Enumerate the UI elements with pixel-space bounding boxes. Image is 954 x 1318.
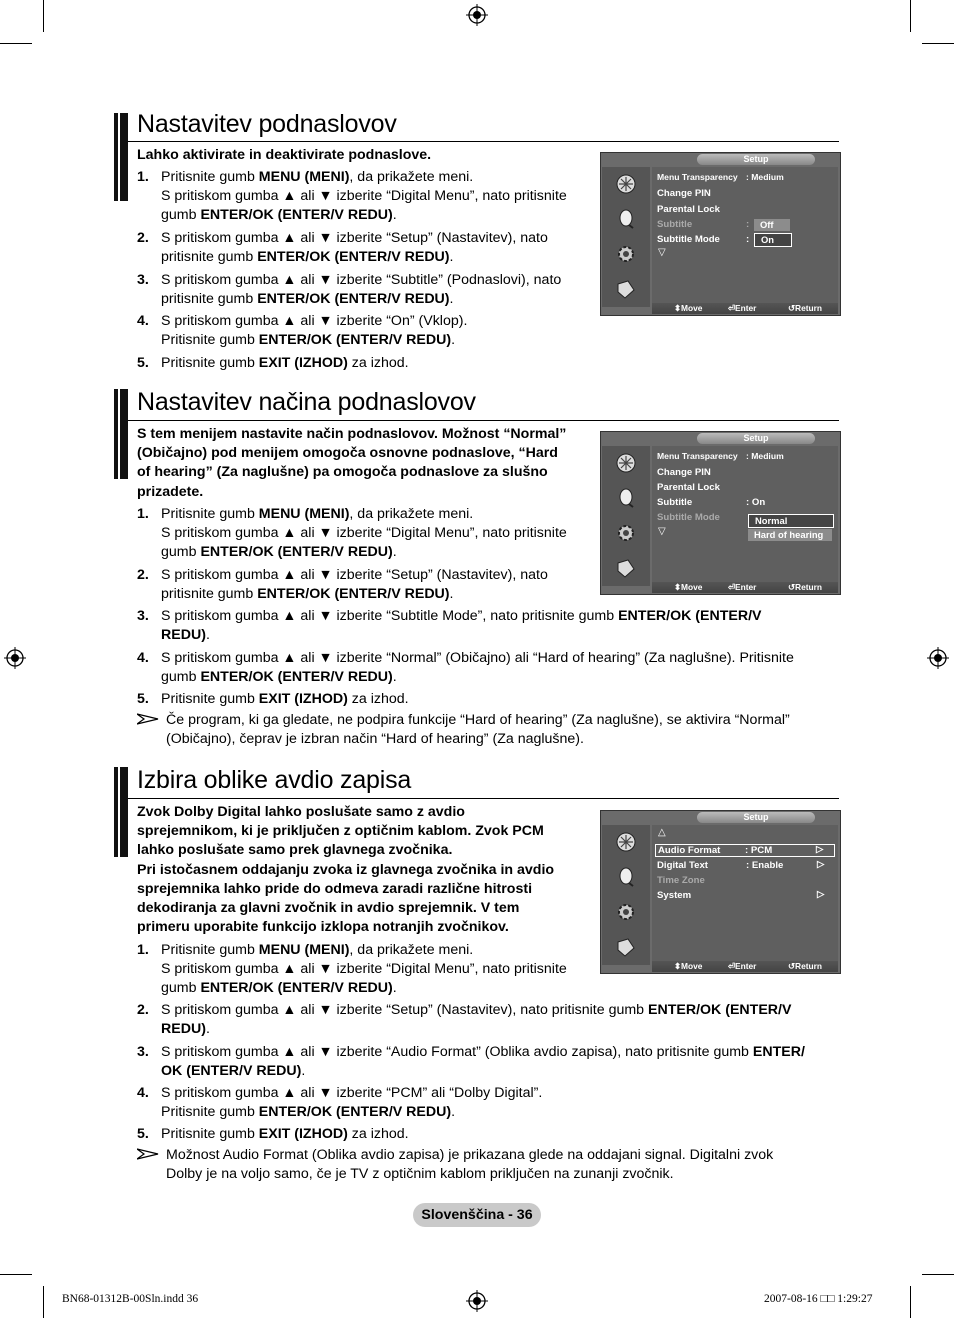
button-name: ENTER/OK (ENTER/V REDU): [257, 291, 450, 307]
step-line: [161, 941, 567, 960]
button-name: ENTER/OK (ENTER/V REDU): [200, 207, 393, 223]
button-name: REDU): [161, 627, 206, 643]
intro-line: Pri istočasnem oddajanju zvoka iz glavnega zvočnika in avdio: [137, 861, 555, 878]
step-number: 1.: [137, 169, 149, 185]
step-text: .: [392, 980, 397, 996]
step-text: gumb: [161, 980, 201, 996]
step-text: S pritiskom gumba ▲ ali ▼ izberite “Digital Menu”, nato pritisnite: [161, 525, 567, 541]
return-hint: ↺ Return: [788, 582, 823, 592]
step-body: [161, 312, 467, 350]
note-arrow-icon: [137, 713, 159, 725]
picture-icon: [615, 208, 637, 230]
step-text: gumb: [161, 544, 201, 560]
button-name: ENTER/OK (ENTER/V: [648, 1002, 792, 1018]
section-rule: [128, 141, 839, 142]
note-line: (Običajno), čeprav je izbran način “Hard of hearing” (Za naglušne).: [166, 731, 584, 747]
menu-footer: [652, 961, 838, 972]
step-item: [137, 1001, 837, 1039]
step-text: za izhod.: [347, 355, 409, 371]
step-text: .: [392, 207, 397, 223]
menu-item-value: : On: [746, 497, 766, 508]
step-line: [161, 505, 567, 524]
menu-title: Setup: [697, 433, 815, 444]
menu-item[interactable]: [657, 497, 766, 508]
menu-item-label: System: [657, 890, 692, 901]
menu-item[interactable]: [657, 451, 784, 461]
step-line: [161, 290, 561, 309]
submenu-arrow-icon: ▷: [817, 859, 825, 870]
step-item: [137, 690, 837, 709]
move-hint: ⬍ Move: [674, 303, 703, 313]
step-line: [161, 668, 794, 687]
step-text: pritisnite gumb: [161, 249, 258, 265]
step-body: [161, 941, 567, 998]
note-item: [137, 1146, 837, 1184]
step-line: [161, 607, 762, 626]
step-item: [137, 607, 837, 645]
enter-hint: ⏎ Enter: [728, 582, 757, 592]
step-text: .: [449, 291, 454, 307]
menu-item-value: : PCM: [745, 845, 773, 856]
step-item: [137, 354, 837, 373]
menu-item-label: Subtitle: [657, 219, 693, 230]
menu-item-label: Menu Transparency: [657, 451, 738, 461]
menu-item-label: Menu Transparency: [657, 172, 738, 182]
step-text: Pritisnite gumb: [161, 1104, 259, 1120]
menu-item[interactable]: [657, 482, 720, 493]
step-line: [161, 690, 409, 709]
menu-item-label: Audio Format: [658, 845, 721, 856]
setup-gear-icon: [615, 522, 637, 544]
registration-mark-icon: [466, 1290, 488, 1312]
page-number-badge: Slovenščina - 36: [413, 1203, 541, 1227]
button-name: MENU (MENI): [258, 942, 350, 958]
step-number: 2.: [137, 230, 149, 246]
menu-item[interactable]: [657, 859, 825, 871]
section-rule: [128, 798, 839, 799]
enter-hint: ⏎ Enter: [728, 961, 757, 971]
step-number: 3.: [137, 608, 149, 624]
return-hint: ↺ Return: [788, 303, 823, 313]
section-title: Nastavitev podnaslovov: [137, 110, 397, 138]
step-line: [161, 312, 467, 331]
setup-gear-icon: [615, 243, 637, 265]
scroll-down-icon: ▽: [658, 247, 666, 258]
crop-mark: [0, 1274, 32, 1275]
step-item: [137, 1043, 837, 1081]
menu-item-value: : Medium: [746, 451, 784, 461]
step-text: Pritisnite gumb: [161, 506, 259, 522]
crop-mark: [922, 43, 954, 44]
menu-item[interactable]: [655, 844, 835, 857]
section-rule: [128, 420, 839, 421]
menu-item-label: Parental Lock: [657, 482, 720, 493]
step-line: [161, 566, 548, 585]
menu-icon-column: [602, 446, 650, 586]
step-line: [161, 585, 548, 604]
intro-line: lahko poslušate samo prek glavnega zvočnika.: [137, 842, 453, 859]
registration-mark-icon: [927, 647, 949, 669]
step-text: .: [392, 669, 397, 685]
menu-item[interactable]: [657, 172, 784, 182]
step-text: .: [451, 1104, 456, 1120]
step-number: 3.: [137, 1044, 149, 1060]
step-number: 2.: [137, 567, 149, 583]
menu-content: [652, 167, 838, 303]
menu-item[interactable]: [657, 219, 750, 230]
button-name: ENTER/OK (ENTER/V REDU): [258, 1104, 452, 1120]
step-line: [161, 1084, 542, 1103]
step-line: [161, 354, 409, 373]
section-title: Izbira oblike avdio zapisa: [137, 766, 412, 794]
section-intro: [137, 425, 566, 502]
step-text: S pritiskom gumba ▲ ali ▼ izberite “Setup” (Nastavitev), nato: [161, 567, 548, 583]
step-text: S pritiskom gumba ▲ ali ▼ izberite “Subtitle Mode”, nato pritisnite gumb: [161, 608, 619, 624]
step-text: .: [392, 544, 397, 560]
tv-menu-setup: [600, 152, 841, 316]
crop-mark: [43, 0, 44, 32]
step-line: [161, 248, 548, 267]
step-body: [161, 168, 567, 225]
print-footer-timestamp: 2007-08-16 □□ 1:29:27: [764, 1293, 873, 1305]
menu-item-label: Digital Text: [657, 860, 708, 871]
step-text: gumb: [161, 669, 201, 685]
step-item: [137, 1084, 837, 1122]
menu-item-value: : Enable: [746, 860, 784, 871]
submenu-arrow-icon: ▷: [816, 844, 824, 855]
move-hint: ⬍ Move: [674, 582, 703, 592]
registration-mark-icon: [466, 4, 488, 26]
channel-icon: [615, 173, 637, 195]
step-text: .: [449, 249, 454, 265]
section-intro: [137, 803, 554, 937]
crop-mark: [910, 0, 911, 32]
step-body: [161, 690, 409, 709]
section-marker: [114, 113, 128, 201]
step-text: , da prikažete meni.: [349, 169, 474, 185]
button-name: OK (ENTER/V REDU): [161, 1063, 302, 1079]
submenu-arrow-icon: ▷: [817, 889, 825, 900]
note-line: Možnost Audio Format (Oblika avdio zapisa) je prikazana glede na oddajani signal. Digitalni zvok: [166, 1147, 774, 1163]
step-line: [161, 229, 548, 248]
step-text: .: [205, 627, 210, 643]
menu-option[interactable]: Normal: [748, 514, 834, 528]
menu-option[interactable]: On: [754, 233, 792, 247]
button-name: ENTER/OK (ENTER/V: [618, 608, 762, 624]
menu-item[interactable]: [657, 234, 750, 245]
button-name: ENTER/OK (ENTER/V REDU): [200, 980, 393, 996]
step-body: [161, 1001, 791, 1039]
step-line: [161, 1043, 805, 1062]
channel-icon: [615, 831, 637, 853]
menu-content: [652, 825, 838, 961]
menu-icon-column: [602, 167, 650, 307]
step-text: S pritiskom gumba ▲ ali ▼ izberite “Digital Menu”, nato pritisnite: [161, 961, 567, 977]
step-body: [161, 1084, 542, 1122]
step-item: [137, 649, 837, 687]
menu-title: Setup: [697, 154, 815, 165]
step-line: [161, 626, 762, 645]
menu-option[interactable]: Hard of hearing: [748, 529, 832, 541]
crop-mark: [0, 43, 32, 44]
intro-line: primeru uporabite funkcijo izklopa notranjih zvočnikov.: [137, 919, 509, 936]
button-name: EXIT (IZHOD): [258, 1126, 348, 1142]
button-name: ENTER/: [752, 1044, 805, 1060]
button-name: ENTER/OK (ENTER/V REDU): [257, 249, 450, 265]
menu-item-label: Subtitle Mode: [657, 234, 720, 245]
step-text: za izhod.: [347, 1126, 409, 1142]
button-name: ENTER/OK (ENTER/V REDU): [258, 332, 452, 348]
step-number: 1.: [137, 942, 149, 958]
step-number: 2.: [137, 1002, 149, 1018]
step-body: [161, 505, 567, 562]
step-line: [161, 331, 467, 350]
menu-item[interactable]: [657, 188, 711, 199]
menu-item-label: Subtitle: [657, 497, 693, 508]
step-text: S pritiskom gumba ▲ ali ▼ izberite “PCM” ali “Dolby Digital”.: [161, 1085, 543, 1101]
print-footer-file: BN68-01312B-00Sln.indd 36: [62, 1293, 199, 1305]
input-icon: [615, 936, 637, 958]
scroll-down-icon: ▽: [658, 526, 666, 537]
step-text: S pritiskom gumba ▲ ali ▼ izberite “Audio Format” (Oblika avdio zapisa), nato pritisnite gumb: [161, 1044, 753, 1060]
crop-mark: [922, 1274, 954, 1275]
menu-title: Setup: [697, 812, 815, 823]
button-name: MENU (MENI): [258, 169, 350, 185]
section-intro: [137, 146, 431, 165]
setup-gear-icon: [615, 901, 637, 923]
intro-line: S tem menijem nastavite način podnaslovov. Možnost “Normal”: [137, 426, 567, 442]
step-line: [161, 1103, 542, 1122]
note-body: [166, 711, 790, 749]
step-text: , da prikažete meni.: [349, 942, 474, 958]
step-text: Pritisnite gumb: [161, 332, 259, 348]
step-text: .: [205, 1021, 210, 1037]
tv-menu-setup: [600, 431, 841, 595]
step-number: 1.: [137, 506, 149, 522]
step-text: gumb: [161, 207, 201, 223]
step-line: [161, 979, 567, 998]
menu-item[interactable]: [657, 467, 711, 478]
picture-icon: [615, 866, 637, 888]
menu-footer: [652, 582, 838, 593]
step-number: 5.: [137, 355, 149, 371]
step-line: [161, 1020, 791, 1039]
menu-item[interactable]: [657, 889, 825, 901]
step-number: 5.: [137, 691, 149, 707]
button-name: MENU (MENI): [258, 506, 350, 522]
move-hint: ⬍ Move: [674, 961, 703, 971]
step-line: [161, 187, 567, 206]
menu-item-label: Parental Lock: [657, 204, 720, 215]
step-line: [161, 206, 567, 225]
button-name: ENTER/OK (ENTER/V REDU): [257, 586, 450, 602]
note-body: [166, 1146, 773, 1184]
step-text: Pritisnite gumb: [161, 691, 259, 707]
step-number: 4.: [137, 1085, 149, 1101]
step-body: [161, 271, 561, 309]
crop-mark: [910, 1286, 911, 1318]
menu-footer: [652, 303, 838, 314]
section-title: Nastavitev načina podnaslovov: [137, 388, 476, 416]
intro-line: prizadete.: [137, 483, 204, 500]
step-body: [161, 1043, 805, 1081]
menu-item-value: :: [746, 219, 750, 230]
step-line: [161, 1001, 791, 1020]
tv-menu-setup: [600, 810, 841, 974]
note-item: [137, 711, 837, 749]
intro-line: (Običajno) pod menijem omogoča osnovne podnaslove, “Hard: [137, 445, 558, 462]
step-body: [161, 607, 762, 645]
step-line: [161, 543, 567, 562]
button-name: REDU): [161, 1021, 206, 1037]
button-name: ENTER/OK (ENTER/V REDU): [200, 544, 393, 560]
menu-icon-column: [602, 825, 650, 965]
step-item: [137, 312, 837, 350]
step-line: [161, 1062, 805, 1081]
menu-item-label: Change PIN: [657, 467, 711, 478]
intro-line: Zvok Dolby Digital lahko poslušate samo z avdio: [137, 804, 465, 820]
button-name: EXIT (IZHOD): [258, 355, 348, 371]
menu-option[interactable]: Off: [754, 219, 790, 231]
step-number: 4.: [137, 650, 149, 666]
picture-icon: [615, 487, 637, 509]
note-arrow-icon: [137, 1148, 159, 1160]
step-text: , da prikažete meni.: [349, 506, 474, 522]
menu-item-label: Time Zone: [657, 875, 705, 886]
crop-mark: [43, 1286, 44, 1318]
step-text: .: [451, 332, 456, 348]
registration-mark-icon: [4, 647, 26, 669]
step-line: [161, 649, 794, 668]
step-line: [161, 1125, 409, 1144]
intro-line: sprejemnikom, ki je priključen z optičnim kablom. Zvok PCM: [137, 823, 544, 840]
button-name: ENTER/OK (ENTER/V REDU): [200, 669, 393, 685]
step-body: [161, 229, 548, 267]
intro-line: sprejemnika lahko pride do odmeva zaradi različne hitrosti: [137, 880, 533, 897]
step-body: [161, 566, 548, 604]
step-body: [161, 354, 409, 373]
step-text: S pritiskom gumba ▲ ali ▼ izberite “Normal” (Običajno) ali “Hard of hearing” (Za naglušne). Pritisnite: [161, 650, 794, 666]
button-name: EXIT (IZHOD): [258, 691, 348, 707]
note-line: Če program, ki ga gledate, ne podpira funkcije “Hard of hearing” (Za naglušne), se aktivira “Normal”: [166, 712, 790, 728]
menu-item-label: Subtitle Mode: [657, 512, 720, 523]
input-icon: [615, 557, 637, 579]
step-text: Pritisnite gumb: [161, 169, 259, 185]
step-text: pritisnite gumb: [161, 291, 258, 307]
menu-item-value: :: [746, 234, 750, 245]
menu-item[interactable]: [657, 875, 705, 886]
step-text: Pritisnite gumb: [161, 355, 259, 371]
section-marker: [114, 389, 128, 479]
scroll-up-icon: △: [658, 827, 666, 838]
menu-item[interactable]: [657, 204, 720, 215]
channel-icon: [615, 452, 637, 474]
note-line: Dolby je na voljo samo, če je TV z optičnim kablom priključen na zunanji zvočnik.: [166, 1166, 674, 1182]
step-text: Pritisnite gumb: [161, 1126, 259, 1142]
step-text: pritisnite gumb: [161, 586, 258, 602]
step-line: [161, 271, 561, 290]
step-number: 4.: [137, 313, 149, 329]
step-text: S pritiskom gumba ▲ ali ▼ izberite “Setup” (Nastavitev), nato pritisnite gumb: [161, 1002, 648, 1018]
enter-hint: ⏎ Enter: [728, 303, 757, 313]
step-body: [161, 1125, 409, 1144]
step-line: [161, 168, 567, 187]
step-text: .: [449, 586, 454, 602]
step-text: Pritisnite gumb: [161, 942, 259, 958]
step-number: 3.: [137, 272, 149, 288]
return-hint: ↺ Return: [788, 961, 823, 971]
step-text: S pritiskom gumba ▲ ali ▼ izberite “Digital Menu”, nato pritisnite: [161, 188, 567, 204]
step-text: S pritiskom gumba ▲ ali ▼ izberite “Subtitle” (Podnaslovi), nato: [161, 272, 562, 288]
menu-item[interactable]: [657, 512, 720, 523]
step-item: [137, 1125, 837, 1144]
step-line: [161, 960, 567, 979]
intro-line: of hearing” (Za naglušne) pa omogoča podnaslove za slušno: [137, 464, 548, 481]
input-icon: [615, 278, 637, 300]
step-text: .: [301, 1063, 306, 1079]
intro-line: dekodiranja za glavni zvočnik in avdio sprejemnik. V tem: [137, 900, 520, 917]
step-text: S pritiskom gumba ▲ ali ▼ izberite “Setup” (Nastavitev), nato: [161, 230, 548, 246]
step-text: S pritiskom gumba ▲ ali ▼ izberite “On” (Vklop).: [161, 313, 468, 329]
step-line: [161, 524, 567, 543]
intro-line: Lahko aktivirate in deaktivirate podnaslove.: [137, 147, 432, 163]
step-body: [161, 649, 794, 687]
menu-item-value: : Medium: [746, 172, 784, 182]
section-marker: [114, 767, 128, 857]
menu-item-label: Change PIN: [657, 188, 711, 199]
step-number: 5.: [137, 1126, 149, 1142]
step-text: za izhod.: [347, 691, 409, 707]
